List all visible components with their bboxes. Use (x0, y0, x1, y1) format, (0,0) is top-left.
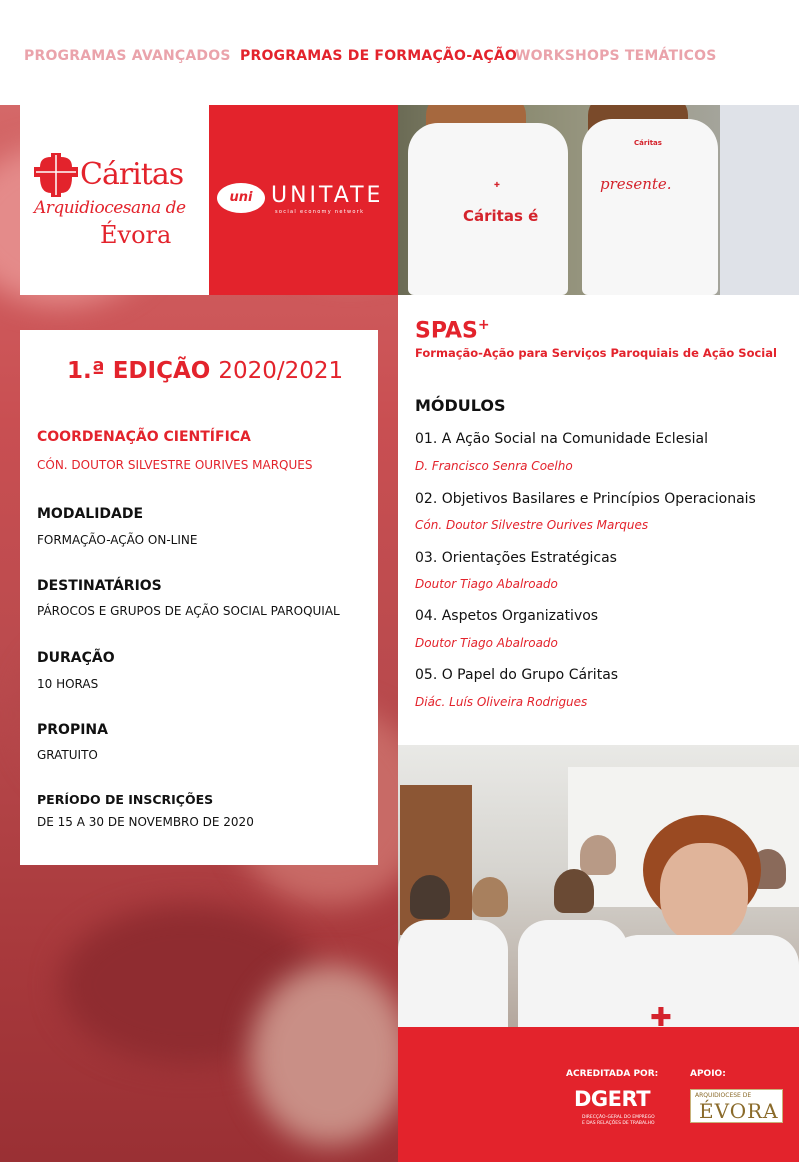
tab-programas-avancados[interactable]: PROGRAMAS AVANÇADOS (24, 48, 231, 64)
modality-title: MODALIDADE (37, 506, 144, 522)
fee-value: GRATUITO (37, 748, 98, 762)
tab-workshops-tematicos[interactable]: WORKSHOPS TEMÁTICOS (515, 48, 717, 64)
fee-title: PROPINA (37, 722, 108, 738)
group-photo (398, 745, 799, 1027)
arquidiocese-evora-logo (690, 1089, 783, 1123)
module-author: Diác. Luís Oliveira Rodrigues (415, 695, 588, 709)
edition-years: 2020/2021 (218, 358, 344, 384)
shirt-right-text: presente. (600, 175, 672, 193)
program-name (415, 317, 490, 343)
unitate-mark-icon: uni (217, 183, 265, 213)
top-nav (0, 0, 799, 105)
program-name-text: SPAS (415, 318, 478, 344)
duration-title: DURAÇÃO (37, 650, 115, 666)
info-card (20, 330, 378, 865)
caritas-line1: Arquidiocesana de (34, 198, 186, 218)
dgert-line2: E DAS RELAÇÕES DE TRABALHO (582, 1121, 655, 1126)
dgert-line1: DIRECÇÃO-GERAL DO EMPREGO (582, 1115, 655, 1120)
registration-value: DE 15 A 30 DE NOVEMBRO DE 2020 (37, 815, 254, 829)
audience-title: DESTINATÁRIOS (37, 578, 162, 594)
caritas-logo (20, 105, 209, 295)
shirt-left-text: Cáritas é (463, 207, 539, 225)
unitate-word: UNITATE (271, 183, 384, 208)
module-author: Cón. Doutor Silvestre Ourives Marques (415, 518, 649, 532)
shirt-left-cross-icon: ✚ (494, 181, 500, 189)
module-title: 03. Orientações Estratégicas (415, 550, 617, 566)
edition-label: 1.ª EDIÇÃO (67, 358, 211, 384)
shirt-cross-icon: ✚ (650, 1003, 672, 1027)
tab-programas-formacao-acao[interactable]: PROGRAMAS DE FORMAÇÃO-AÇÃO (240, 48, 517, 64)
module-author: Doutor Tiago Abalroado (415, 577, 558, 591)
volunteers-photo (398, 105, 720, 295)
module-author: Doutor Tiago Abalroado (415, 636, 558, 650)
module-title: 05. O Papel do Grupo Cáritas (415, 667, 619, 683)
modules-panel (398, 295, 799, 745)
program-name-suffix: + (477, 317, 490, 333)
caritas-line2: Évora (100, 221, 172, 249)
dgert-subtitle (582, 1115, 655, 1127)
dgert-name: DGERT (574, 1087, 651, 1111)
evora-line1: ARQUIDIOCESE DE (695, 1092, 752, 1099)
footer-band (398, 1027, 799, 1162)
program-subtitle: Formação-Ação para Serviços Paroquiais de Ação Social (415, 346, 777, 360)
modules-heading: MÓDULOS (415, 396, 506, 415)
unitate-logo (209, 105, 398, 295)
coordination-title: COORDENAÇÃO CIENTÍFICA (37, 429, 251, 445)
module-title: 04. Aspetos Organizativos (415, 608, 599, 624)
unitate-tagline: social economy network (275, 209, 365, 215)
duration-value: 10 HORAS (37, 677, 99, 691)
registration-title: PERÍODO DE INSCRIÇÕES (37, 792, 214, 807)
accredited-label: ACREDITADA POR: (566, 1069, 659, 1079)
caritas-brand: Cáritas (80, 157, 184, 192)
edition-heading (67, 358, 343, 384)
module-title: 01. A Ação Social na Comunidade Eclesial (415, 431, 708, 447)
module-author: D. Francisco Senra Coelho (415, 459, 573, 473)
gray-panel (720, 105, 799, 295)
modality-value: FORMAÇÃO-AÇÃO ON-LINE (37, 533, 198, 547)
module-title: 02. Objetivos Basilares e Princípios Operacionais (415, 491, 756, 507)
dgert-logo (568, 1087, 660, 1127)
audience-value: PÁROCOS E GRUPOS DE AÇÃO SOCIAL PAROQUIAL (37, 604, 340, 618)
support-label: APOIO: (690, 1069, 726, 1079)
shirt-right-logo: Cáritas (634, 139, 662, 147)
caritas-cross-icon (34, 153, 78, 197)
coordination-value: CÓN. DOUTOR SILVESTRE OURIVES MARQUES (37, 458, 313, 472)
evora-line2: ÉVORA (699, 1099, 779, 1123)
